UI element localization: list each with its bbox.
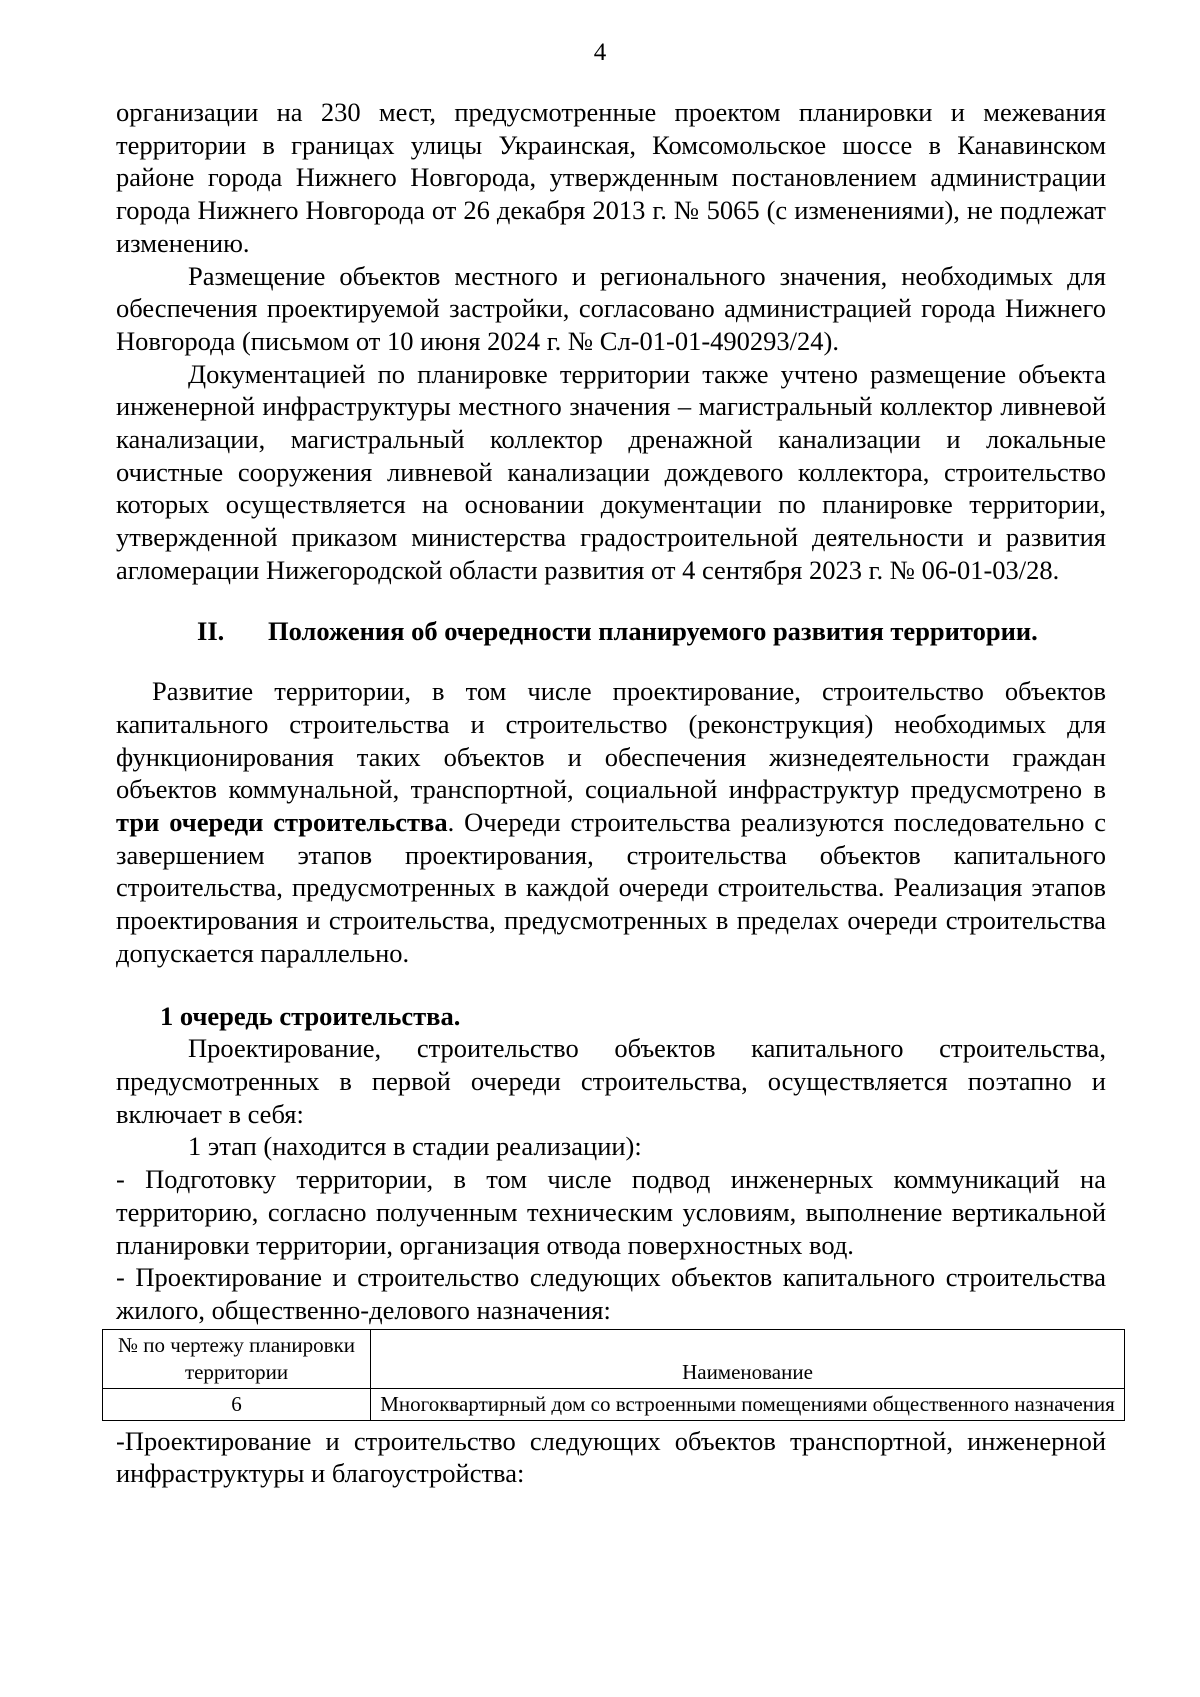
list-item-preparation: - Подготовку территории, в том числе подвод инженерных коммуникаций на территорию, согласно полученным техническим условиям, выполнение вертикальной планировки территории, организация отвода поверхностных вод. <box>116 1164 1106 1260</box>
table-header-number: № по чертежу планировки территории <box>103 1329 371 1388</box>
section-number: II. <box>197 615 225 646</box>
stage-heading: 1 очередь строительства. <box>160 1000 461 1031</box>
paragraph-placement: Размещение объектов местного и регионального значения, необходимых для обеспечения проектируемой застройки, согласовано администрацией города Нижнего Новгорода (письмом от 10 июня 2024 г. № Сл-01-01-490293/24). <box>116 260 1106 356</box>
list-item-infrastructure: -Проектирование и строительство следующих объектов транспортной, инженерной инфраструктуры и благоустройства: <box>116 1425 1106 1489</box>
objects-table <box>102 1329 1125 1421</box>
paragraph-development <box>116 675 1106 969</box>
table-cell-name: Многоквартирный дом со встроенными помещениями общественного назначения <box>371 1388 1125 1420</box>
table-header-name: Наименование <box>371 1329 1125 1388</box>
stage-intro: Проектирование, строительство объектов капитального строительства, предусмотренных в первой очереди строительства, осуществляется поэтапно и включает в себя: <box>116 1033 1106 1129</box>
paragraph-continuation: организации на 230 мест, предусмотренные проектом планировки и межевания территории в границах улицы Украинская, Комсомольское шоссе в Канавинском районе города Нижнего Новгорода, утвержденным постановлением администрации города Нижнего Новгорода от 26 декабря 2013 г. № 5065 (с изменениями), не подлежат изменению. <box>116 97 1106 258</box>
document-body <box>116 96 1115 1490</box>
list-item-construction: - Проектирование и строительство следующих объектов капитального строительства жилого, общественно-делового назначения: <box>116 1262 1106 1325</box>
table-cell-number: 6 <box>103 1388 371 1420</box>
section-heading <box>116 615 1106 648</box>
paragraph-documentation: Документацией по планировке территории также учтено размещение объекта инженерной инфраструктуры местного значения – магистральный коллектор ливневой канализации, магистральный коллектор дренажной канализации и локальные очистные сооружения ливневой канализации дождевого коллектора, строительство которых осуществляется на основании документации по планировке территории, утвержденной приказом министерства градостроительной деятельности и развития агломерации Нижегородской области развития от 4 сентября 2023 г. № 06-01-03/28. <box>116 358 1106 585</box>
table-header-row <box>103 1329 1125 1388</box>
page-number: 4 <box>593 39 607 66</box>
section-title: Положения об очередности планируемого развития территории. <box>268 615 1038 646</box>
table-row <box>103 1388 1125 1420</box>
development-text-start: Развитие территории, в том числе проектирование, строительство объектов капитального строительства и строительство (реконструкция) необходимых для функционирования таких объектов и обеспечения жизнедеятельности граждан объектов коммунальной, транспортной, социальной инфраструктур предусмотрено в <box>116 676 1106 805</box>
development-text-bold: три очереди строительства <box>116 807 448 838</box>
development-text-end: . Очереди строительства реализуются последовательно с завершением этапов проектирования, строительства объектов капитального строительства, предусмотренных в каждой очереди строительства. Реализация этапов проектирования и строительства, предусмотренных в пределах очереди строительства допускается параллельно. <box>116 807 1106 968</box>
stage-step: 1 этап (находится в стадии реализации): <box>188 1131 642 1162</box>
